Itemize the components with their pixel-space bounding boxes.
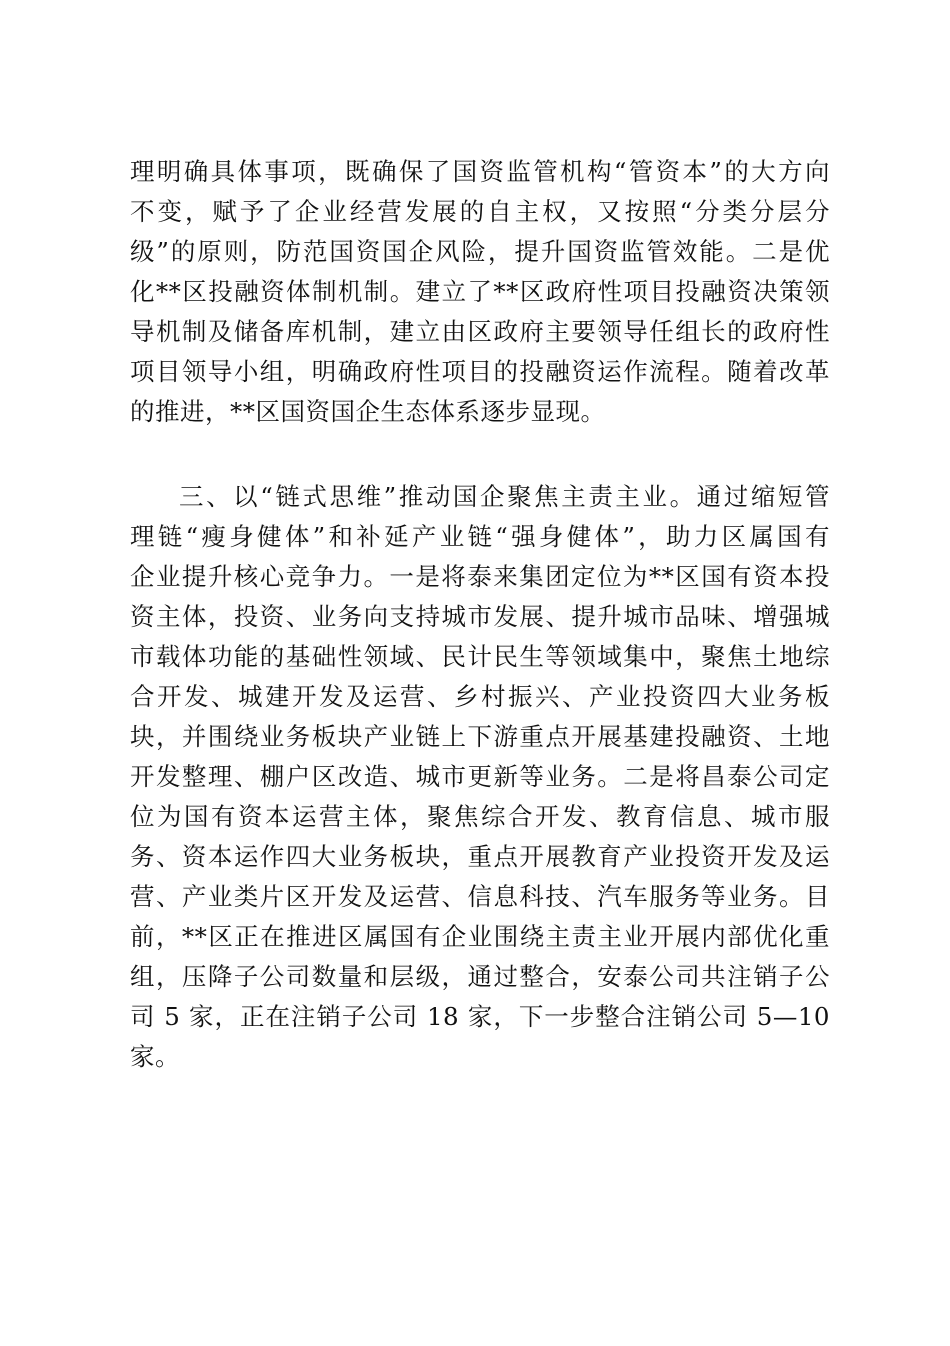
paragraph-2-line-12: 前，**区正在推进区属国有企业围绕主责主业开展内部优化重 [130, 922, 830, 951]
paragraph-2-line-13: 组，压降子公司数量和层级，通过整合，安泰公司共注销子公 [130, 962, 830, 991]
paragraph-1-line-4: 化**区投融资体制机制。建立了**区政府性项目投融资决策领 [130, 277, 830, 306]
paragraph-2-line-15: 家。 [130, 1042, 180, 1071]
paragraph-2-line-5: 市载体功能的基础性领域、民计民生等领域集中，聚焦土地综 [130, 642, 830, 671]
paragraph-2-line-2: 理链“瘦身健体”和补延产业链“强身健体”，助力区属国有 [130, 522, 830, 551]
paragraph-2-line-9: 位为国有资本运营主体，聚焦综合开发、教育信息、城市服 [130, 802, 830, 831]
paragraph-1-line-3: 级”的原则，防范国资国企风险，提升国资监管效能。二是优 [130, 237, 830, 266]
paragraph-2-line-7: 块，并围绕业务板块产业链上下游重点开展基建投融资、土地 [130, 722, 830, 751]
paragraph-2-line-14: 司 5 家，正在注销子公司 18 家，下一步整合注销公司 5—10 [130, 1002, 830, 1031]
paragraph-1 [130, 152, 830, 432]
paragraph-2-line-3: 企业提升核心竞争力。一是将泰来集团定位为**区国有资本投 [130, 562, 830, 591]
paragraph-2-line-11: 营、产业类片区开发及运营、信息科技、汽车服务等业务。目 [130, 882, 830, 911]
paragraph-1-line-2: 不变，赋予了企业经营发展的自主权，又按照“分类分层分 [130, 197, 830, 226]
paragraph-2 [130, 477, 830, 1077]
paragraph-1-line-7: 的推进，**区国资国企生态体系逐步显现。 [130, 397, 606, 426]
paragraph-2-line-10: 务、资本运作四大业务板块，重点开展教育产业投资开发及运 [130, 842, 830, 871]
paragraph-2-line-6: 合开发、城建开发及运营、乡村振兴、产业投资四大业务板 [130, 682, 830, 711]
paragraph-2-line-1: 三、以“链式思维”推动国企聚焦主责主业。通过缩短管 [179, 482, 830, 511]
paragraph-1-line-1: 理明确具体事项，既确保了国资监管机构“管资本”的大方向 [130, 157, 830, 186]
paragraph-1-line-5: 导机制及储备库机制，建立由区政府主要领导任组长的政府性 [130, 317, 830, 346]
paragraph-2-line-8: 开发整理、棚户区改造、城市更新等业务。二是将昌泰公司定 [130, 762, 830, 791]
paragraph-1-line-6: 项目领导小组，明确政府性项目的投融资运作流程。随着改革 [130, 357, 830, 386]
paragraph-2-line-4: 资主体，投资、业务向支持城市发展、提升城市品味、增强城 [130, 602, 830, 631]
